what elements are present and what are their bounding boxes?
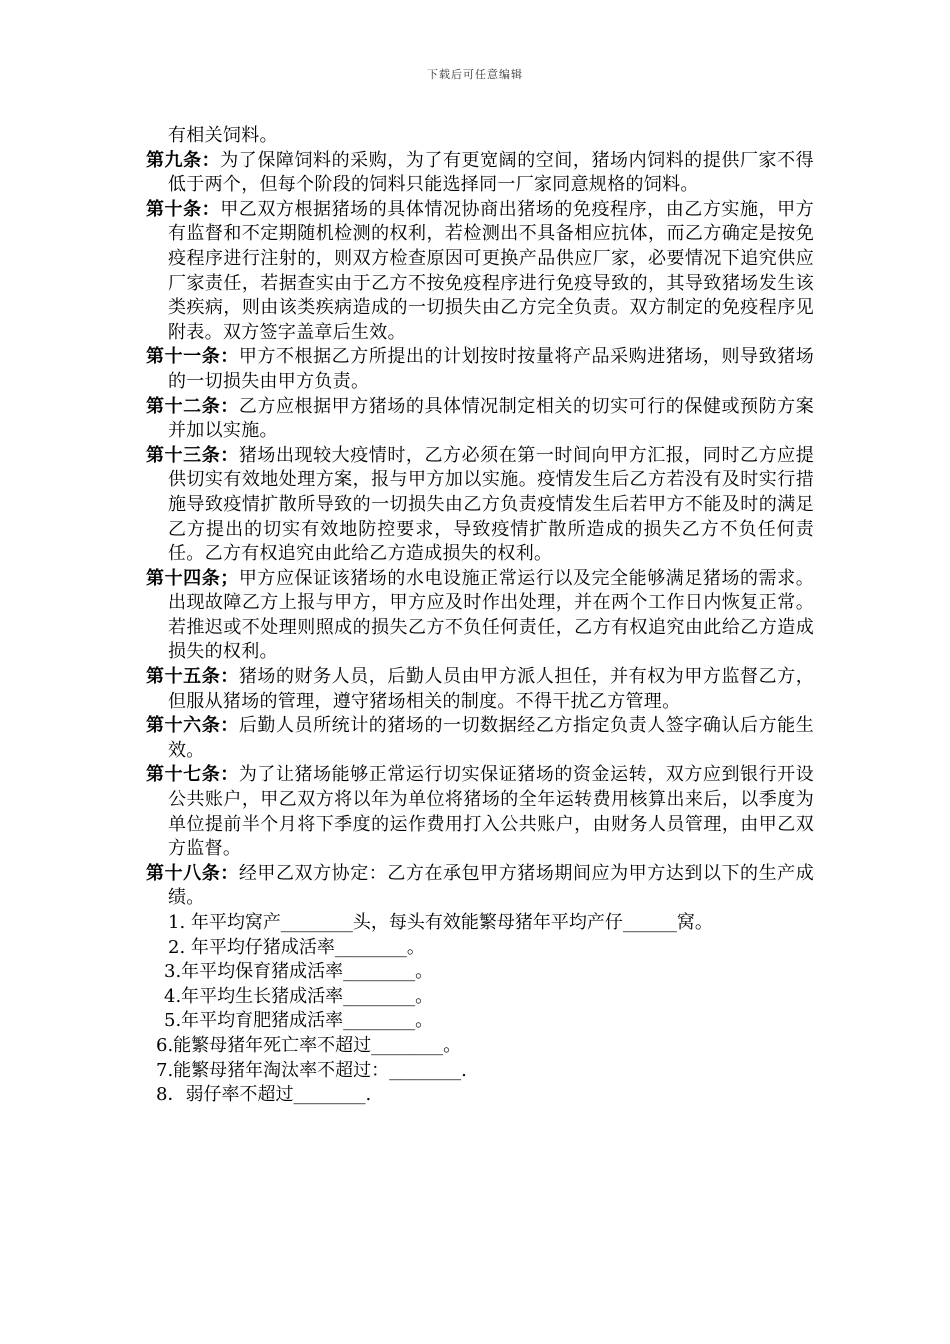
article-18 [146, 862, 814, 911]
article-label: 第十一条： [146, 346, 239, 368]
article-label: 第十条： [146, 198, 221, 220]
article-11 [146, 345, 814, 394]
continuation-text: 有相关饲料。 [168, 125, 278, 146]
article-text: 猪场的财务人员，后勤人员由甲方派人担任，并有权为甲方监督乙方，但服从猪场的管理，遵守猪场相关的制度。不得干扰乙方管理。 [168, 666, 815, 712]
list-item: 6.能繁母猪年死亡率不超过________。 [156, 1034, 462, 1056]
article-text: 甲方不根据乙方所提出的计划按时按量将产品采购进猪场，则导致猪场的一切损失由甲方负责。 [168, 346, 815, 392]
article-14 [146, 567, 814, 665]
article-text: 乙方应根据甲方猪场的具体情况制定相关的切实可行的保健或预防方案并加以实施。 [168, 395, 815, 442]
article-label: 第十三条： [146, 444, 239, 466]
article-12 [146, 395, 814, 444]
article-label: 第十五条： [146, 666, 239, 688]
article-10 [146, 198, 814, 346]
article-label: 第十七条： [146, 764, 239, 786]
list-item: 2. 年平均仔猪成活率________。 [168, 936, 425, 958]
article-text: 后勤人员所统计的猪场的一切数据经乙方指定负责人签字确认后方能生效。 [168, 715, 815, 761]
article-label: 第十四条； [146, 567, 239, 589]
list-item: 7.能繁母猪年淘汰率不超过：________. [156, 1059, 467, 1081]
list-item: 4.年平均生长猪成活率________。 [164, 985, 434, 1007]
article-text: 甲方应保证该猪场的水电设施正常运行以及完全能够满足猪场的需求。出现故障乙方上报与甲方，甲方应及时作出处理，并在两个工作日内恢复正常。若推迟或不处理则照成的损失乙方不负任何责任，乙方有权追究由此给乙方造成损失的权利。 [168, 567, 815, 663]
article-9 [146, 149, 814, 198]
article-label: 第十六条： [146, 715, 239, 737]
article-text: 为了让猪场能够正常运行切实保证猪场的资金运转，双方应到银行开设公共账户，甲乙双方将以年为单位将猪场的全年运转费用核算出来后，以季度为单位提前半个月将下季度的运作费用打入公共账户，由财务人员管理，由甲乙双方监督。 [168, 764, 815, 860]
article-15 [146, 665, 814, 714]
article-label: 第九条： [146, 149, 221, 171]
article-text: 猪场出现较大疫情时，乙方必须在第一时间向甲方汇报，同时乙方应提供切实有效地处理方案，报与甲方加以实施。疫情发生后乙方若没有及时实行措施导致疫情扩散所导致的一切损失由乙方负责疫情发生后若甲方不能及时的满足乙方提出的切实有效地防控要求，导致疫情扩散所造成的损失乙方不负任何责任。乙方有权追究由此给乙方造成损失的权利。 [168, 444, 815, 565]
article-label: 第十八条： [146, 862, 239, 884]
article-text: 经甲乙双方协定：乙方在承包甲方猪场期间应为甲方达到以下的生产成绩。 [168, 862, 815, 909]
article-13 [146, 444, 814, 567]
list-item: 1. 年平均窝产________头，每头有效能繁母猪年平均产仔______窝。 [168, 912, 713, 933]
article-text: 为了保障饲料的采购，为了有更宽阔的空间，猪场内饲料的提供厂家不得低于两个，但每个阶段的饲料只能选择同一厂家同意规格的饲料。 [168, 149, 814, 196]
list-item: 3.年平均保育猪成活率________。 [164, 961, 434, 983]
page-header-note: 下载后可任意编辑 [427, 68, 523, 81]
list-item: 8．弱仔率不超过________. [156, 1084, 372, 1106]
article-text: 甲乙双方根据猪场的具体情况协商出猪场的免疫程序，由乙方实施，甲方有监督和不定期随机检测的权利，若检测出不具备相应抗体，而乙方确定是按免疫程序进行注射的，则双方检查原因可更换产品供应厂家，必要情况下追究供应厂家责任，若据查实由于乙方不按免疫程序进行免疫导致的，其导致猪场发生该类疾病，则由该类疾病造成的一切损失由乙方完全负责。双方制定的免疫程序见附表。双方签字盖章后生效。 [168, 198, 814, 343]
document-body [146, 124, 814, 1108]
list-item: 5.年平均育肥猪成活率________。 [164, 1010, 434, 1032]
article-16 [146, 714, 814, 763]
article-label: 第十二条： [146, 395, 239, 417]
article-17 [146, 763, 814, 861]
